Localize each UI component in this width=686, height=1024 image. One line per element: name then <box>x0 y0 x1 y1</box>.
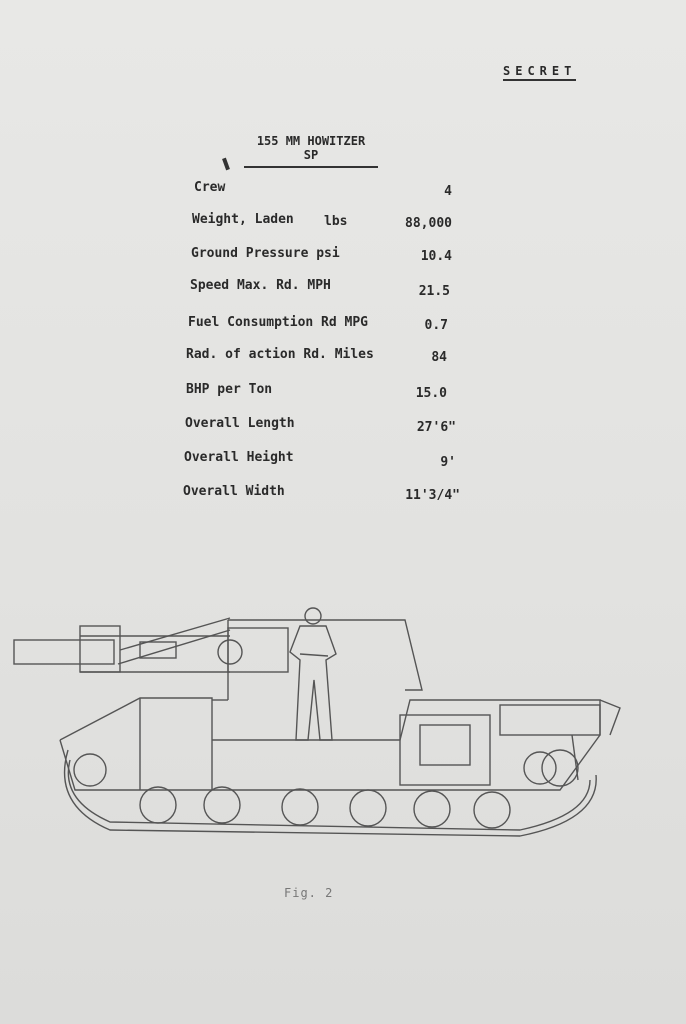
pen-mark <box>222 158 230 171</box>
spec-value: 27'6" <box>416 420 456 435</box>
road-wheel <box>74 754 106 786</box>
spec-value: 0.7 <box>424 318 448 333</box>
road-wheel <box>474 792 510 828</box>
spec-label: BHP per Ton <box>186 382 273 397</box>
spec-value: 9' <box>440 455 456 470</box>
spec-value: 84 <box>431 350 447 365</box>
spec-label: Overall Length <box>185 416 295 431</box>
spec-value: 10.4 <box>420 249 452 264</box>
spec-value: 21.5 <box>418 284 450 299</box>
document-title <box>244 134 378 168</box>
crew-figure <box>290 608 336 740</box>
title-underline <box>244 166 378 168</box>
road-wheel <box>542 750 578 786</box>
gun-barrel <box>14 640 114 664</box>
spec-unit: lbs <box>324 214 348 229</box>
spec-label: Rad. of action Rd. Miles <box>186 347 374 362</box>
title-line-1: 155 MM HOWITZER <box>256 134 366 148</box>
spec-label: Crew <box>194 180 226 195</box>
hull-outline <box>60 698 212 790</box>
spec-value: 4 <box>444 184 452 199</box>
spec-value: 15.0 <box>415 386 447 401</box>
road-wheel <box>204 787 240 823</box>
spec-value: 11'3/4" <box>405 488 460 503</box>
spec-label: Fuel Consumption Rd MPG <box>188 315 369 330</box>
road-wheel <box>140 787 176 823</box>
spec-label: Ground Pressure psi <box>191 246 340 261</box>
road-wheel <box>350 790 386 826</box>
spec-label: Weight, Laden <box>192 212 294 227</box>
road-wheel <box>282 789 318 825</box>
title-line-2: SP <box>303 148 319 162</box>
figure-caption: Fig. 2 <box>284 886 334 900</box>
spec-value: 88,000 <box>405 216 452 231</box>
road-wheel <box>414 791 450 827</box>
security-marking: SECRET <box>503 64 576 81</box>
spec-label: Speed Max. Rd. MPH <box>190 278 331 293</box>
spec-label: Overall Height <box>184 450 294 465</box>
cab-outline <box>228 620 422 690</box>
spec-label: Overall Width <box>183 484 285 499</box>
howitzer-side-view-illustration <box>0 590 686 850</box>
